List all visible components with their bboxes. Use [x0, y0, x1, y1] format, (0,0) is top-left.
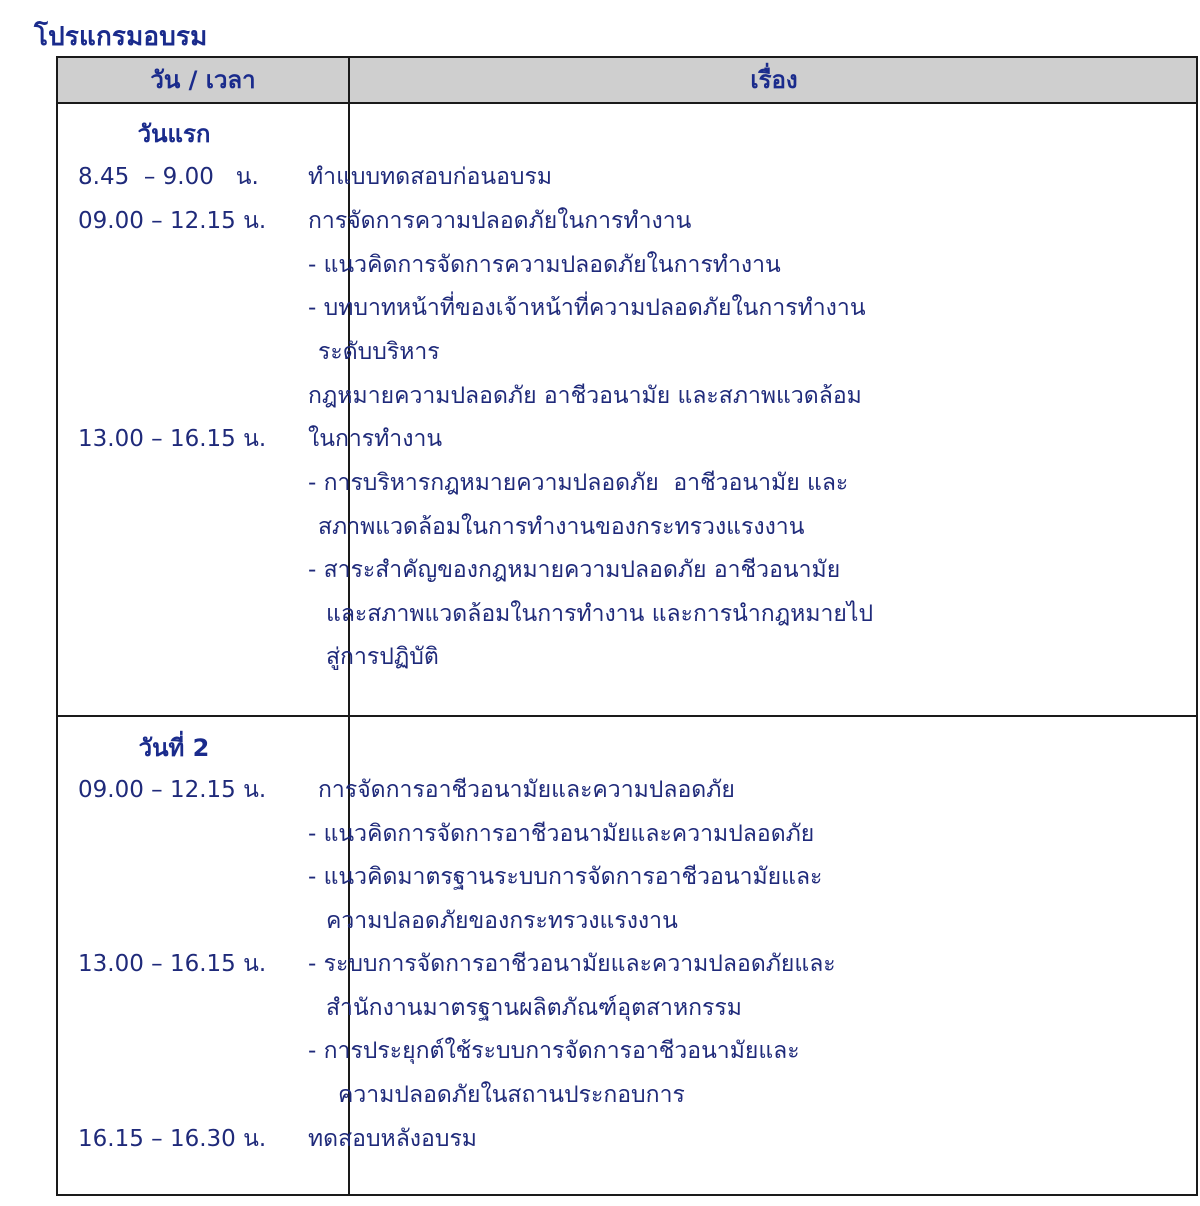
- day1-time-3: 13.00 – 16.15 น.: [78, 426, 267, 452]
- day2-topic-3: - แนวคิดมาตรฐานระบบการจัดการอาชีวอนามัยและ: [308, 864, 823, 890]
- day1-time-2: 09.00 – 12.15 น.: [78, 208, 267, 234]
- day1-topic-2: การจัดการความปลอดภัยในการทำงาน: [308, 208, 692, 234]
- day1-topic-9: สภาพแวดล้อมในการทำงานของกระทรวงแรงงาน: [318, 514, 805, 540]
- day2-topic-8: ความปลอดภัยในสถานประกอบการ: [338, 1082, 685, 1108]
- day2-topic-2: - แนวคิดการจัดการอาชีวอนามัยและความปลอดภัย: [308, 821, 815, 847]
- day1-topic-7: ในการทำงาน: [308, 426, 443, 452]
- day2-topic-6: สำนักงานมาตรฐานผลิตภัณฑ์อุตสาหกรรม: [326, 995, 742, 1021]
- day1-topic-8: - การบริหารกฎหมายความปลอดภัย อาชีวอนามัย และ: [308, 470, 849, 496]
- day1-topic-4: - บทบาทหน้าที่ของเจ้าหน้าที่ความปลอดภัยในการทำงาน: [308, 295, 866, 321]
- day1-topic-3: - แนวคิดการจัดการความปลอดภัยในการทำงาน: [308, 252, 781, 278]
- day2-label: วันที่ 2: [138, 734, 210, 762]
- day2-time-2: 13.00 – 16.15 น.: [78, 951, 267, 977]
- day2-topic-4: ความปลอดภัยของกระทรวงแรงงาน: [326, 908, 678, 934]
- day1-topic-1: ทำแบบทดสอบก่อนอบรม: [308, 164, 553, 190]
- header-topic: เรื่อง: [750, 66, 798, 94]
- day2-time-3: 16.15 – 16.30 น.: [78, 1126, 267, 1152]
- page-title: โปรแกรมอบรม: [34, 22, 208, 52]
- day1-topic-5: ระดับบริหาร: [318, 339, 440, 365]
- day2-topic-7: - การประยุกต์ใช้ระบบการจัดการอาชีวอนามัยและ: [308, 1038, 800, 1064]
- day2-time-1: 09.00 – 12.15 น.: [78, 777, 267, 803]
- schedule-table: [56, 56, 1198, 1196]
- day2-topic-5: - ระบบการจัดการอาชีวอนามัยและความปลอดภัยและ: [308, 951, 836, 977]
- header-time: วัน / เวลา: [150, 66, 256, 94]
- day2-topic-1: การจัดการอาชีวอนามัยและความปลอดภัย: [318, 777, 735, 803]
- day1-topic-10: - สาระสำคัญของกฎหมายความปลอดภัย อาชีวอนามัย: [308, 557, 841, 583]
- day1-label: วันแรก: [137, 120, 211, 148]
- day1-topic-12: สู่การปฏิบัติ: [326, 644, 439, 670]
- day2-topic-9: ทดสอบหลังอบรม: [308, 1126, 477, 1152]
- day1-topic-6: กฎหมายความปลอดภัย อาชีวอนามัย และสภาพแวดล้อม: [308, 383, 862, 409]
- table-header-row: [58, 58, 1196, 104]
- day1-time-1: 8.45 – 9.00 น.: [78, 164, 259, 190]
- day1-topic-11: และสภาพแวดล้อมในการทำงาน และการนำกฎหมายไป: [326, 601, 874, 627]
- day-divider: [58, 715, 1196, 717]
